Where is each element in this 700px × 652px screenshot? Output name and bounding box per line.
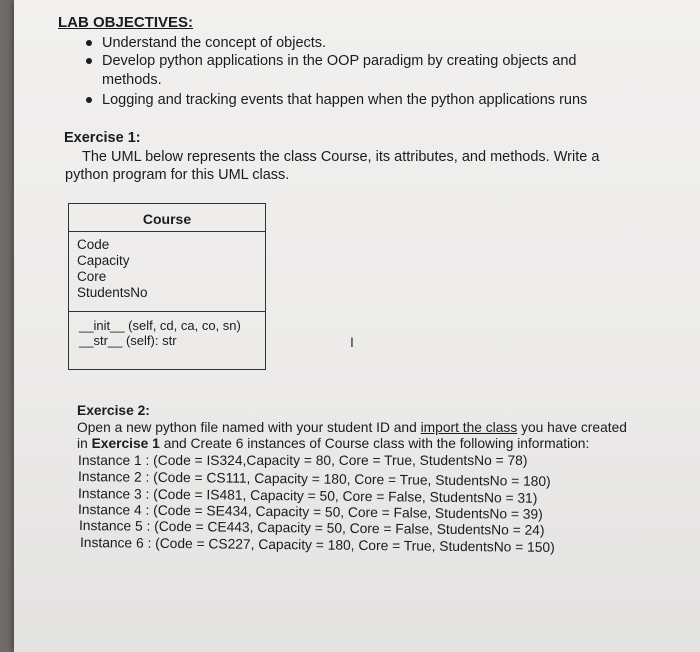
uml-attribute: StudentsNo bbox=[77, 285, 148, 300]
exercise-1-text: python program for this UML class. bbox=[65, 167, 290, 183]
uml-method: __init__ (self, cd, ca, co, sn) bbox=[79, 318, 241, 333]
import-the-class-link: import the class bbox=[420, 420, 518, 435]
objective-item: Logging and tracking events that happen when the python applications runs bbox=[102, 92, 588, 108]
objective-item: Develop python applications in the OOP paradigm by creating objects and bbox=[102, 53, 577, 69]
bullet-icon bbox=[86, 97, 92, 103]
exercise-2-text: Open a new python file named with your student ID and import the class you have created bbox=[77, 420, 627, 435]
bullet-icon bbox=[86, 40, 92, 46]
instance-line: Instance 1 : (Code = IS324,Capacity = 80, Core = True, StudentsNo = 78) bbox=[78, 453, 528, 468]
bullet-icon bbox=[86, 58, 92, 64]
exercise-1-text: The UML below represents the class Course, its attributes, and methods. Write a bbox=[82, 149, 600, 165]
exercise-2-text: in Exercise 1 and Create 6 instances of Course class with the following information: bbox=[77, 436, 590, 451]
instance-line: Instance 4 : (Code = SE434, Capacity = 50, Core = False, StudentsNo = 39) bbox=[77, 502, 543, 522]
instance-line: Instance 3 : (Code = IS481, Capacity = 50, Core = False, StudentsNo = 31) bbox=[77, 486, 538, 506]
uml-attribute: Code bbox=[77, 237, 110, 252]
text-cursor-icon: I bbox=[350, 334, 354, 350]
uml-class-name: Course bbox=[142, 211, 192, 227]
uml-divider bbox=[69, 231, 265, 232]
uml-class-diagram bbox=[68, 203, 266, 370]
uml-attribute: Core bbox=[77, 269, 107, 284]
lab-objectives-heading: LAB OBJECTIVES: bbox=[58, 14, 194, 31]
instance-line: Instance 6 : (Code = CS227, Capacity = 180, Core = True, StudentsNo = 150) bbox=[79, 535, 555, 555]
objective-item: Understand the concept of objects. bbox=[102, 35, 327, 51]
uml-method: __str__ (self): str bbox=[79, 333, 177, 348]
instance-line: Instance 5 : (Code = CE443, Capacity = 50, Core = False, StudentsNo = 24) bbox=[78, 518, 545, 538]
objective-item-continued: methods. bbox=[102, 72, 162, 88]
uml-attribute: Capacity bbox=[77, 253, 130, 268]
exercise-2-heading: Exercise 2: bbox=[77, 403, 150, 418]
instance-line: Instance 2 : (Code = CS111, Capacity = 180, Core = True, StudentsNo = 180) bbox=[77, 469, 551, 489]
exercise-1-heading: Exercise 1: bbox=[64, 130, 141, 146]
uml-divider bbox=[69, 311, 265, 312]
